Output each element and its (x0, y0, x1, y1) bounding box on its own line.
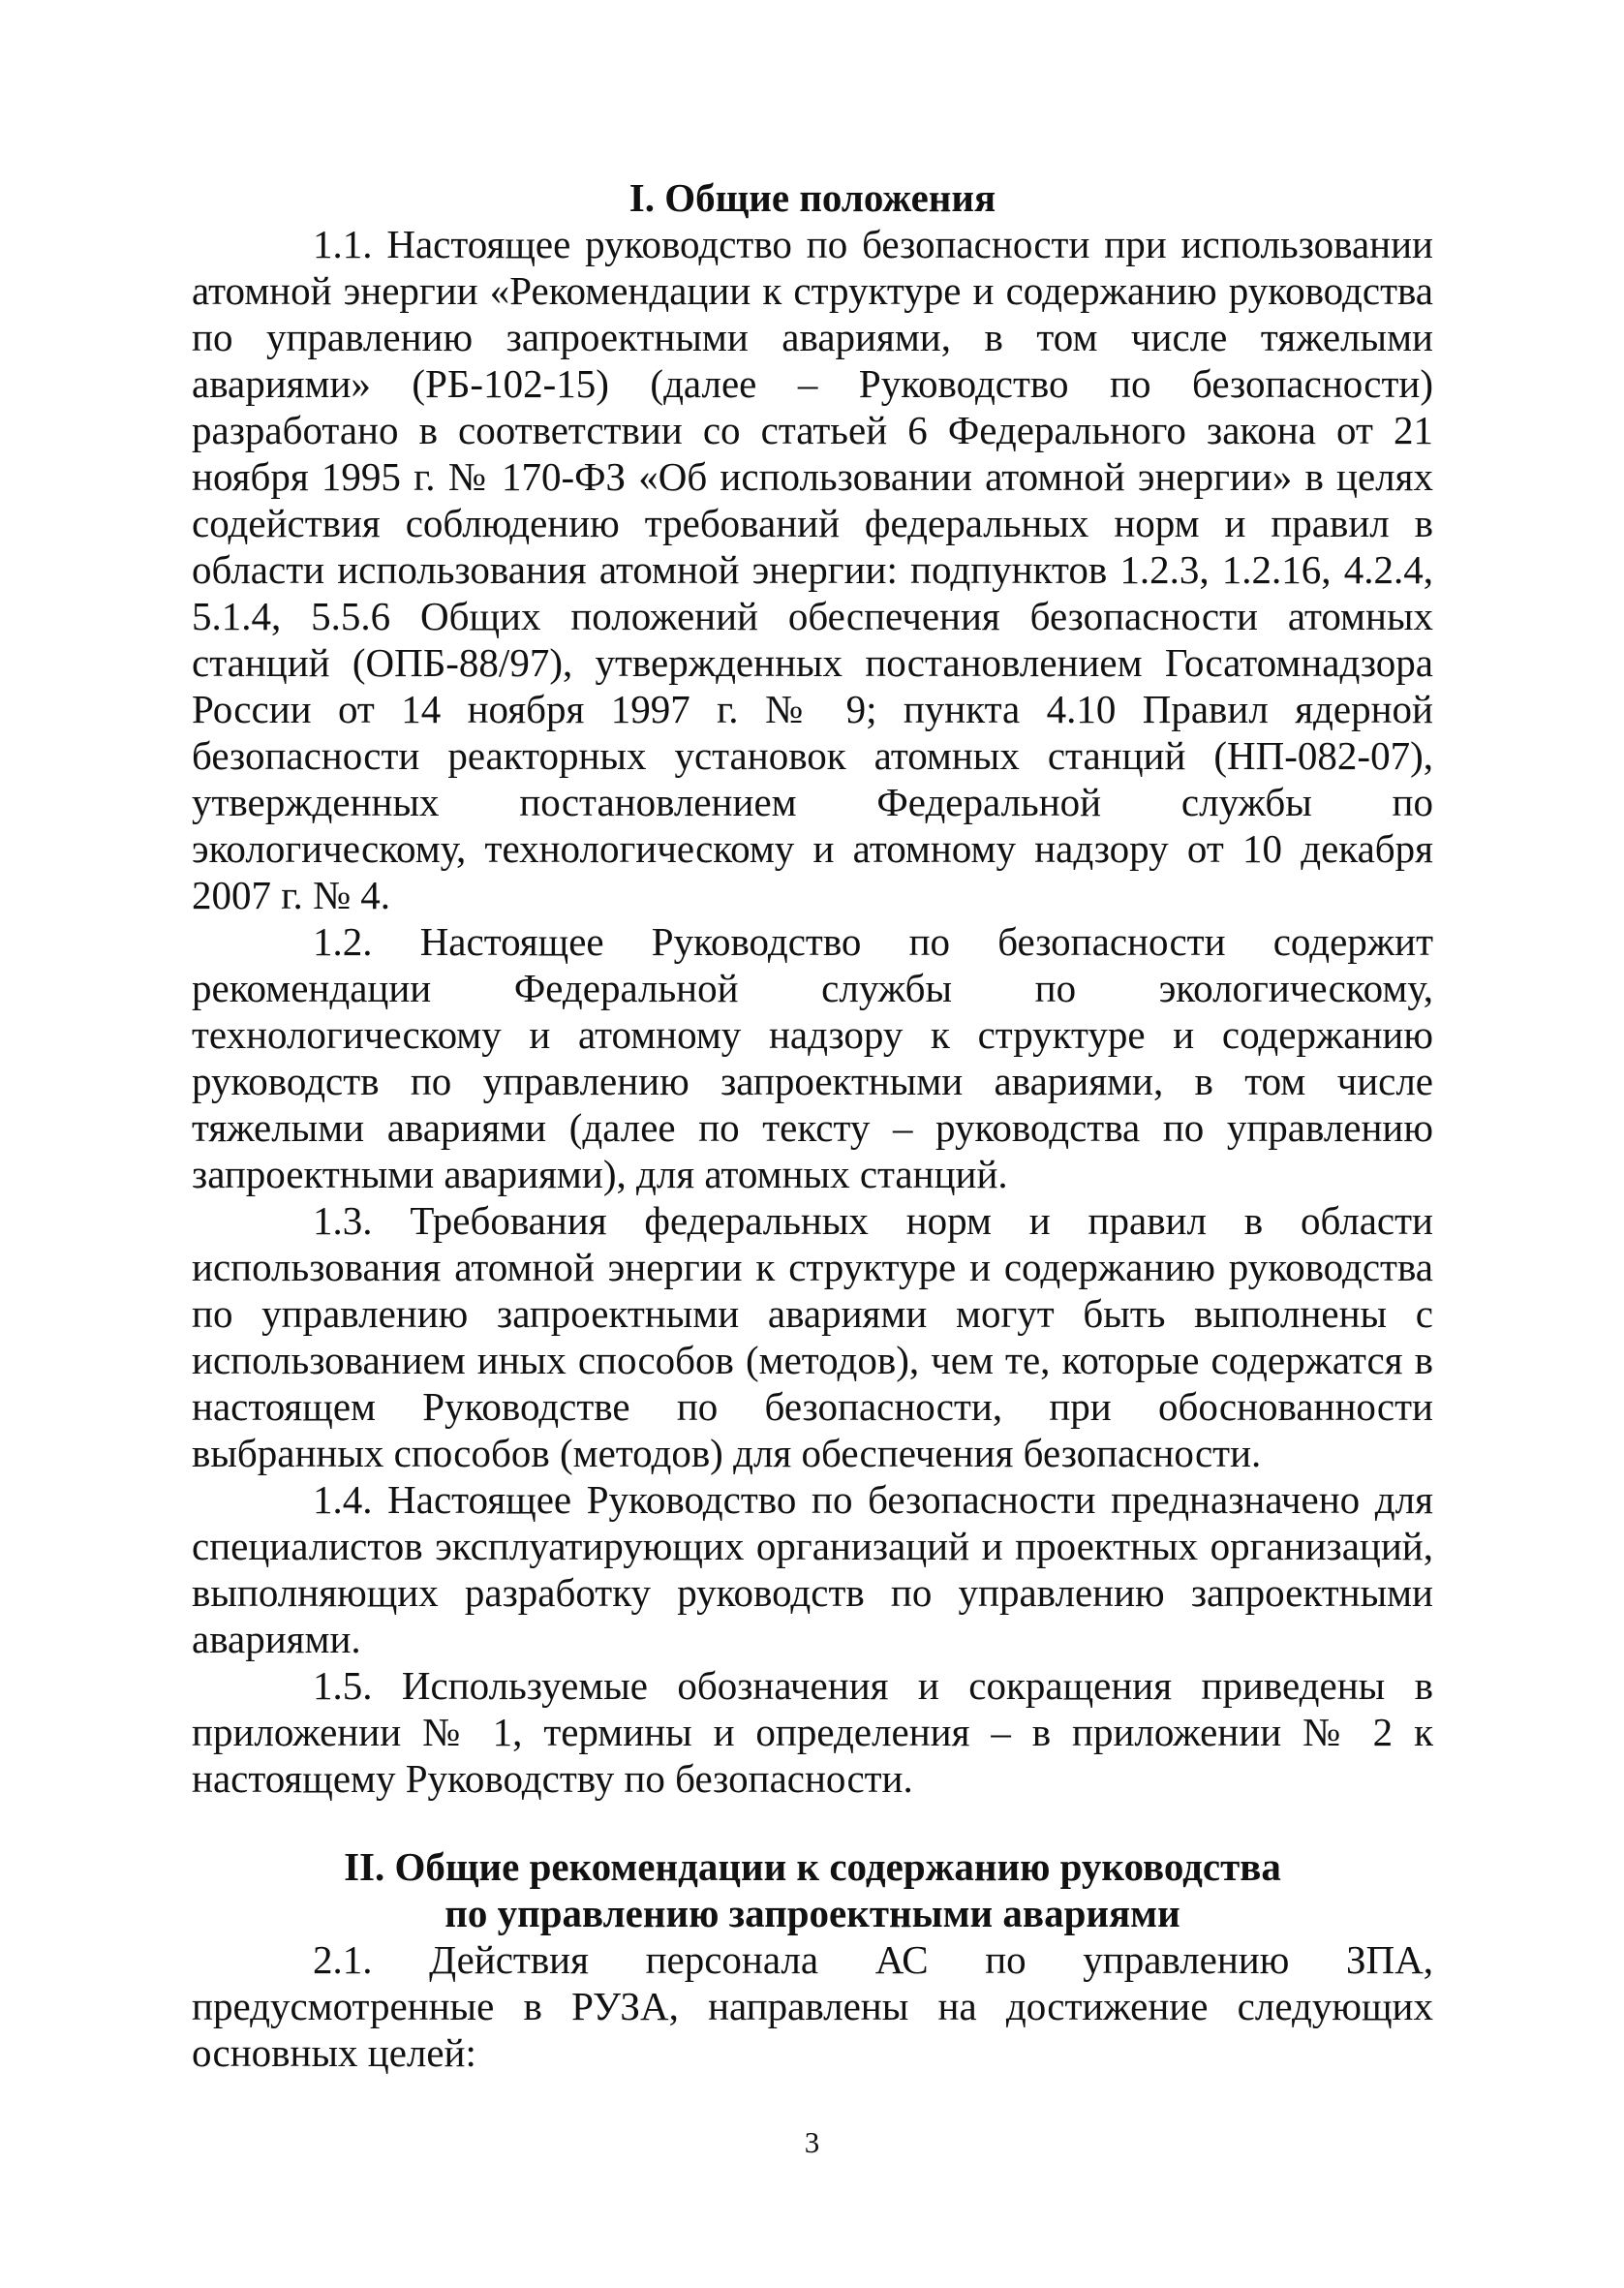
section-1-heading: I. Общие положения (628, 175, 996, 220)
section-2-heading (192, 1843, 1433, 1936)
section-2-heading-line-2: по управлению запроектными авариями (444, 1891, 1180, 1935)
paragraph-2-1: 2.1. Действия персонала АС по управлению ЗПА, предусмотренные в РУЗА, направлены на достижение следующих основных целей: (192, 1937, 1433, 2075)
section-2-heading-line-1: II. Общие рекомендации к содержанию руководства (344, 1844, 1281, 1889)
paragraph-1-4: 1.4. Настоящее Руководство по безопасности предназначено для специалистов эксплуатирующих организаций и проектных организаций, выполняющих разработку руководств по управлению запроектными авариями. (192, 1477, 1433, 1661)
paragraph-1-2: 1.2. Настоящее Руководство по безопасности содержит рекомендации Федеральной службы по экологическому, технологическому и атомному надзору к структуре и содержанию руководств по управлению запроектными авариями, в том числе тяжелыми авариями (далее по тексту – руководства по управлению запроектными авариями), для атомных станций. (192, 919, 1433, 1196)
paragraph-1-1: 1.1. Настоящее руководство по безопасности при использовании атомной энергии «Рекомендации к структуре и содержанию руководства по управлению запроектными авариями, в том числе тяжелыми авариями» (РБ-102-15) (далее – Руководство по безопасности) разработано в соответствии со статьей 6 Федерального закона от 21 ноября 1995 г. № 170-ФЗ «Об использовании атомной энергии» в целях содействия соблюдению требований федеральных норм и правил в области использования атомной энергии: подпунктов 1.2.3, 1.2.16, 4.2.4, 5.1.4, 5.5.6 Общих положений обеспечения безопасности атомных станций (ОПБ-88/97), утвержденных постановлением Госатомнадзора России от 14 ноября 1997 г. № 9; пункта 4.10 Правил ядерной безопасности реакторных установок атомных станций (НП-082-07), утвержденных постановлением Федеральной службы по экологическому, технологическому и атомному надзору от 10 декабря 2007 г. № 4. (192, 222, 1433, 917)
paragraph-1-3: 1.3. Требования федеральных норм и правил в области использования атомной энергии к структуре и содержанию руководства по управлению запроектными авариями могут быть выполнены с использованием иных способов (методов), чем те, которые содержатся в настоящем Руководстве по безопасности, при обоснованности выбранных способов (методов) для обеспечения безопасности. (192, 1198, 1433, 1475)
document-page (192, 174, 1433, 2076)
page-number: 3 (804, 2125, 820, 2159)
paragraph-1-5: 1.5. Используемые обозначения и сокращения приведены в приложении № 1, термины и определения – в приложении № 2 к настоящему Руководству по безопасности. (192, 1663, 1433, 1801)
